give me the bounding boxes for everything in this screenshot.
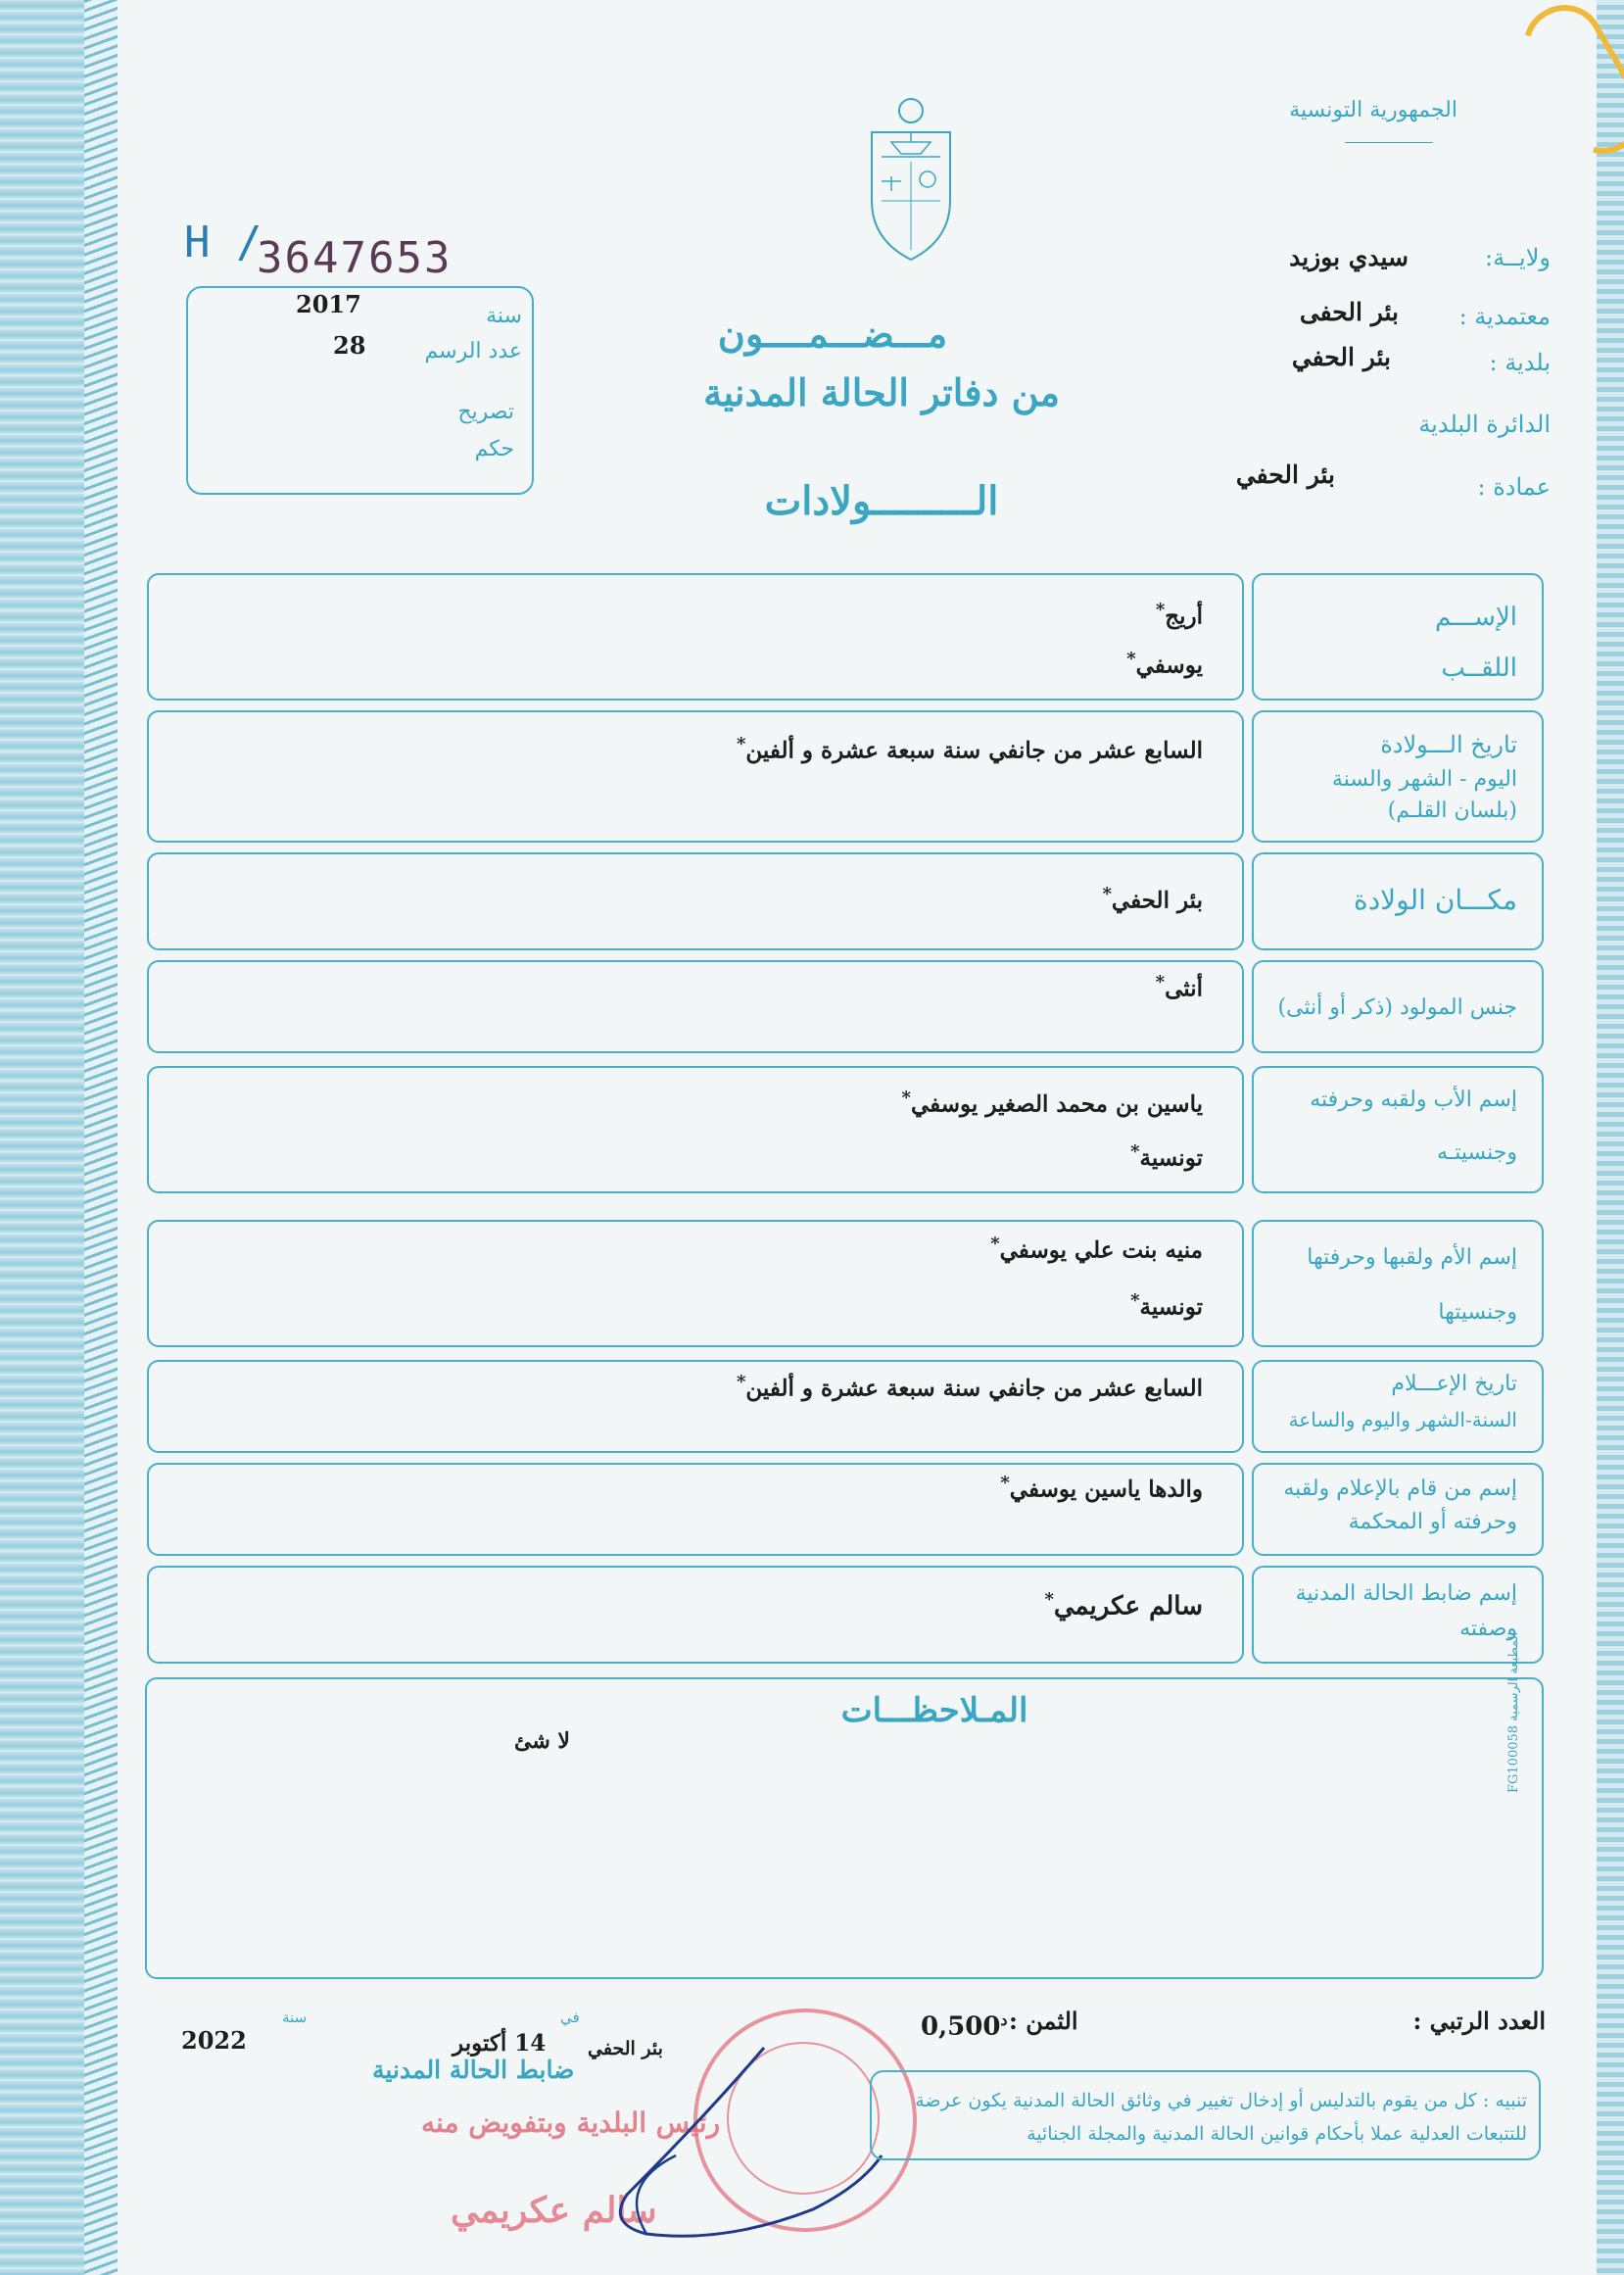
divider <box>1345 142 1433 143</box>
father-value-box <box>147 1066 1244 1193</box>
declarant-value-box <box>147 1463 1244 1556</box>
name-label-box <box>1252 573 1544 701</box>
deed-number-label: عدد الرسم <box>424 339 522 363</box>
mother-label-box <box>1252 1220 1544 1347</box>
wilaya-value: سيدي بوزيد <box>1289 243 1409 271</box>
remarks-title: المـلاحظـــات <box>840 1691 1028 1730</box>
father-label: إسم الأب ولقبه وحرفته <box>1310 1088 1517 1112</box>
warning-line2: للتتبعات العدلية عملا بأحكام قوانين الحالة المدنية والمجلة الجنائية <box>1027 2123 1527 2145</box>
remarks-box <box>145 1677 1544 1979</box>
sex-label: جنس المولود (ذكر أو أنثى) <box>1277 995 1517 1020</box>
warning-box <box>870 2070 1541 2160</box>
document-title-line1: مـــضـــمــــون <box>717 312 948 356</box>
serial-prefix: H / <box>184 218 263 267</box>
issue-in-label: في <box>560 2009 580 2026</box>
registry-box <box>186 286 534 495</box>
officer-value-box <box>147 1566 1244 1664</box>
first-name-label: الإســـم <box>1435 603 1517 632</box>
surname-value: يوسفي* <box>1126 649 1203 679</box>
municipal-district-label: الدائرة البلدية <box>1418 411 1551 438</box>
wilaya-label: ولايــة: <box>1485 244 1551 271</box>
birth-place-value-box <box>147 852 1244 950</box>
serial-number: 3647653 <box>257 233 453 283</box>
issue-year-label: سنة <box>282 2009 308 2026</box>
name-value-box <box>147 573 1244 701</box>
judgment-label: حكم <box>474 437 514 461</box>
sex-value: أنثى* <box>1155 972 1203 1002</box>
officer-value: سالم عكريمي* <box>1044 1589 1203 1622</box>
warning-line1: تنبيه : كل من يقوم بالتدليس أو إدخال تغيير في وثائق الحالة المدنية يكون عرضة <box>915 2090 1527 2111</box>
delegation-stamp-text: رئيس البلدية وبتفويض منه <box>421 2106 721 2139</box>
declarant-value: والدها ياسين يوسفي* <box>1000 1473 1203 1503</box>
mother-name-value: منيه بنت علي يوسفي* <box>990 1234 1203 1264</box>
birth-date-value-box <box>147 710 1244 843</box>
imada-value: بئر الحفي <box>1235 460 1335 489</box>
document-title-line2: من دفاتر الحالة المدنية <box>703 370 1060 414</box>
sex-value-box <box>147 960 1244 1053</box>
first-name-value: أريج* <box>1155 600 1203 630</box>
coat-of-arms-icon <box>857 93 965 265</box>
surname-label: اللقــب <box>1441 653 1517 683</box>
municipality-label: بلدية : <box>1489 349 1551 376</box>
mother-nationality-value: تونسية* <box>1130 1290 1203 1321</box>
deed-number-value: 28 <box>333 331 366 360</box>
delegation-label: معتمدية : <box>1458 303 1551 330</box>
republic-name: الجمهورية التونسية <box>1289 98 1457 122</box>
officer-label-box <box>1252 1566 1544 1664</box>
officer-sublabel: وصفته <box>1459 1617 1517 1641</box>
declaration-date-label-box <box>1252 1360 1544 1453</box>
father-label-box <box>1252 1066 1544 1193</box>
section-title: الـــــــــولادات <box>764 478 999 524</box>
declarant-label: إسم من قام بالإعلام ولقبه <box>1283 1476 1517 1501</box>
mother-label: إسم الأم ولقبها وحرفتها <box>1307 1245 1517 1270</box>
decorative-left-border <box>0 0 118 2275</box>
ordinal-label: العدد الرتبي : <box>1412 2007 1546 2035</box>
birth-date-value: السابع عشر من جانفي سنة سبعة عشرة و ألفين* <box>737 734 1203 764</box>
year-value: 2017 <box>296 290 361 318</box>
father-nationality-value: تونسية* <box>1130 1141 1203 1172</box>
birth-place-label-box <box>1252 852 1544 950</box>
print-code: المطبعة الرسمية FG100058 <box>1506 1631 1521 1793</box>
declaration-date-value-box <box>147 1360 1244 1453</box>
declaration-date-value: السابع عشر من جانفي سنة سبعة عشرة و ألفين* <box>737 1372 1203 1402</box>
officer-title: ضابط الحالة المدنية <box>372 2056 575 2084</box>
delegation-value: بئر الحفى <box>1299 298 1399 326</box>
birth-date-label: تاريخ الـــولادة <box>1380 731 1517 758</box>
father-nationality-label: وجنسيتـه <box>1436 1140 1517 1165</box>
decorative-right-border <box>1597 0 1624 2275</box>
declaration-date-sublabel: السنة-الشهر واليوم والساعة <box>1288 1408 1517 1431</box>
declarant-label-box <box>1252 1463 1544 1556</box>
year-label: سنة <box>486 304 522 328</box>
issue-date: 14 أكتوبر <box>453 2030 547 2057</box>
mother-value-box <box>147 1220 1244 1347</box>
birth-date-sublabel-2: (بلسان القلـم) <box>1387 799 1517 823</box>
mother-nationality-label: وجنسيتها <box>1438 1300 1517 1325</box>
municipality-value: بئر الحفي <box>1291 343 1391 371</box>
handwritten-signature <box>588 2038 901 2263</box>
birth-place-value: بئر الحفي* <box>1102 884 1203 914</box>
birth-date-label-box <box>1252 710 1544 843</box>
declarant-sublabel: وحرفته أو المحكمة <box>1348 1510 1517 1534</box>
sex-label-box <box>1252 960 1544 1053</box>
issue-place: بئر الحفي <box>588 2038 663 2059</box>
birth-place-label: مكـــان الولادة <box>1354 884 1517 916</box>
imada-label: عمادة : <box>1477 473 1551 501</box>
signature-name-stamp: سالم عكريمي <box>451 2190 657 2231</box>
officer-label: إسم ضابط الحالة المدنية <box>1295 1581 1517 1606</box>
declaration-label: تصريح <box>457 400 514 424</box>
price-label: الثمن : <box>1009 2007 1078 2035</box>
declaration-date-label: تاريخ الإعـــلام <box>1391 1372 1517 1396</box>
issue-year-value: 2022 <box>181 2026 247 2055</box>
birth-date-sublabel: اليوم - الشهر والسنة <box>1331 767 1517 792</box>
price-value: $^د$0,500 <box>921 2010 1008 2042</box>
remarks-value: لا شئ <box>514 1728 570 1754</box>
father-name-value: ياسين بن محمد الصغير يوسفي* <box>901 1088 1203 1118</box>
